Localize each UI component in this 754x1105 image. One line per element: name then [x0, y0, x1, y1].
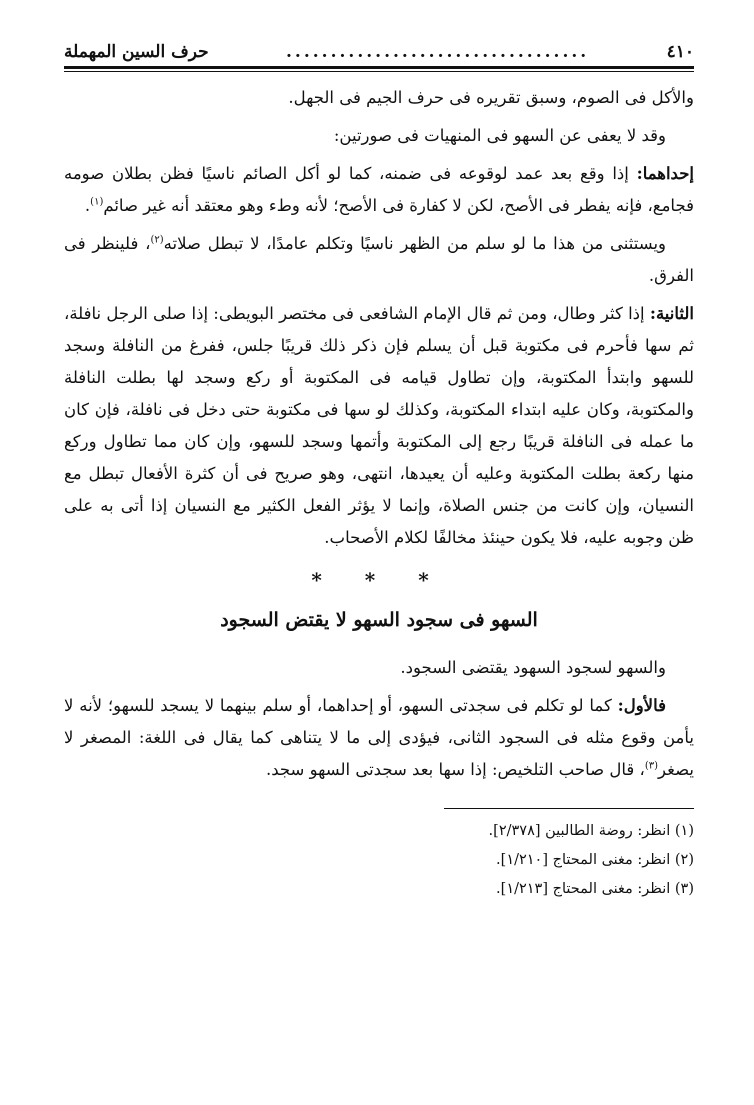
paragraph-text: إذا وقع بعد عمد لوقوعه فى ضمنه، كما لو أكل الصائم ناسيًا فظن بطلان صومه فجامع، فإنه يفطر فى الأصح، لكن لا كفارة فى الأصح؛ لأنه وطء وهو معتقد أنه غير صائم — [64, 164, 694, 215]
paragraph-4 — [64, 228, 694, 292]
paragraph-3 — [64, 158, 694, 222]
chapter-title: حرف السين المهملة — [64, 42, 209, 62]
paragraph-2: وقد لا يعفى عن السهو فى المنهيات فى صورتين: — [333, 126, 666, 145]
paragraph-7 — [64, 690, 694, 786]
paragraph-text: كما لو تكلم فى سجدتى السهو، أو إحداهما، أو سلم بينهما لا يسجد للسهو؛ لأنه لا يأمن وقوع مثله فى السجود الثانى، فيؤدى إلى ما لا يتناهى كما يقال فى اللغة: المصغر لا يصغر — [64, 696, 694, 779]
footnote-2: (٢) انظر: مغنى المحتاج [١/٢١٠]. — [496, 852, 694, 868]
header-rule-thin — [64, 71, 694, 72]
paragraph-text: إذا كثر وطال، ومن ثم قال الإمام الشافعى فى مختصر البويطى: إذا صلى الرجل نافلة، ثم سها فأحرم فى مكتوبة قبل أن يسلم فإن ذكر ذلك قريبًا جلس، ففرغ من النافلة وسجد للسهو وابتدأ المكتوبة، وإن تطاول قيامه فى المكتوبة أو ركع وسجد لها بطلت النافلة والمكتوبة، وكان عليه ابتداء المكتوبة، وكذلك لو سها فى مكتوبة حتى دخل فى نافلة، فإن كان ما عمله فى النافلة قريبًا رجع إلى المكتوبة وأتمها وسجد للسهو، وإن كان مما تطاول وركع منها ركعة بطلت المكتوبة وعليه أن يعيدها، انتهى، وهو صريح فى أن كثرة الأفعال تبطل مع النسيان، وإن كانت من جنس الصلاة، وإنما لا يؤثر الفعل الكثير مع النسيان إذا أتى به على ظن وجوبه عليه، فلا يكون حينئذ مخالفًا لكلام الأصحاب. — [64, 304, 694, 547]
main-text — [64, 82, 694, 786]
footnotes — [64, 817, 694, 904]
header-dot-leader: .................................. — [285, 42, 590, 62]
paragraph-end: . — [84, 196, 91, 215]
footnote-3: (٣) انظر: مغنى المحتاج [١/٢١٣]. — [496, 881, 694, 897]
paragraph-5 — [64, 298, 694, 554]
paragraph-1: والأكل فى الصوم، وسبق تقريره فى حرف الجيم فى الجهل. — [288, 88, 694, 107]
paragraph-end: ، قال صاحب التلخيص: إذا سها بعد سجدتى السهو سجد. — [266, 760, 645, 779]
footnote-ref-2[interactable]: (٢) — [150, 234, 164, 246]
paragraph-label: الثانية: — [649, 304, 694, 323]
section-heading: السهو فى سجود السهو لا يقتض السجود — [220, 609, 538, 631]
footnote-separator — [444, 808, 694, 809]
page-number: ٤١٠ — [666, 42, 694, 62]
header-rule-thick — [64, 66, 694, 69]
footnote-1: (١) انظر: روضة الطالبين [٢/٣٧٨]. — [488, 823, 694, 839]
running-header — [64, 30, 694, 62]
paragraph-label: إحداهما: — [636, 164, 694, 183]
book-page — [64, 30, 694, 1105]
paragraph-6: والسهو لسجود السهود يقتضى السجود. — [400, 658, 666, 677]
footnote-ref-3[interactable]: (٣) — [644, 760, 659, 772]
footnote-ref-1[interactable]: (١) — [90, 196, 104, 208]
paragraph-end: ، فلينظر فى الفرق. — [64, 234, 694, 285]
paragraph-text: ويستثنى من هذا ما لو سلم من الظهر ناسيًا وتكلم عامدًا، لا تبطل صلاته — [163, 234, 667, 253]
paragraph-label: فالأول: — [617, 696, 666, 715]
section-separator-stars: * * * — [311, 568, 447, 592]
